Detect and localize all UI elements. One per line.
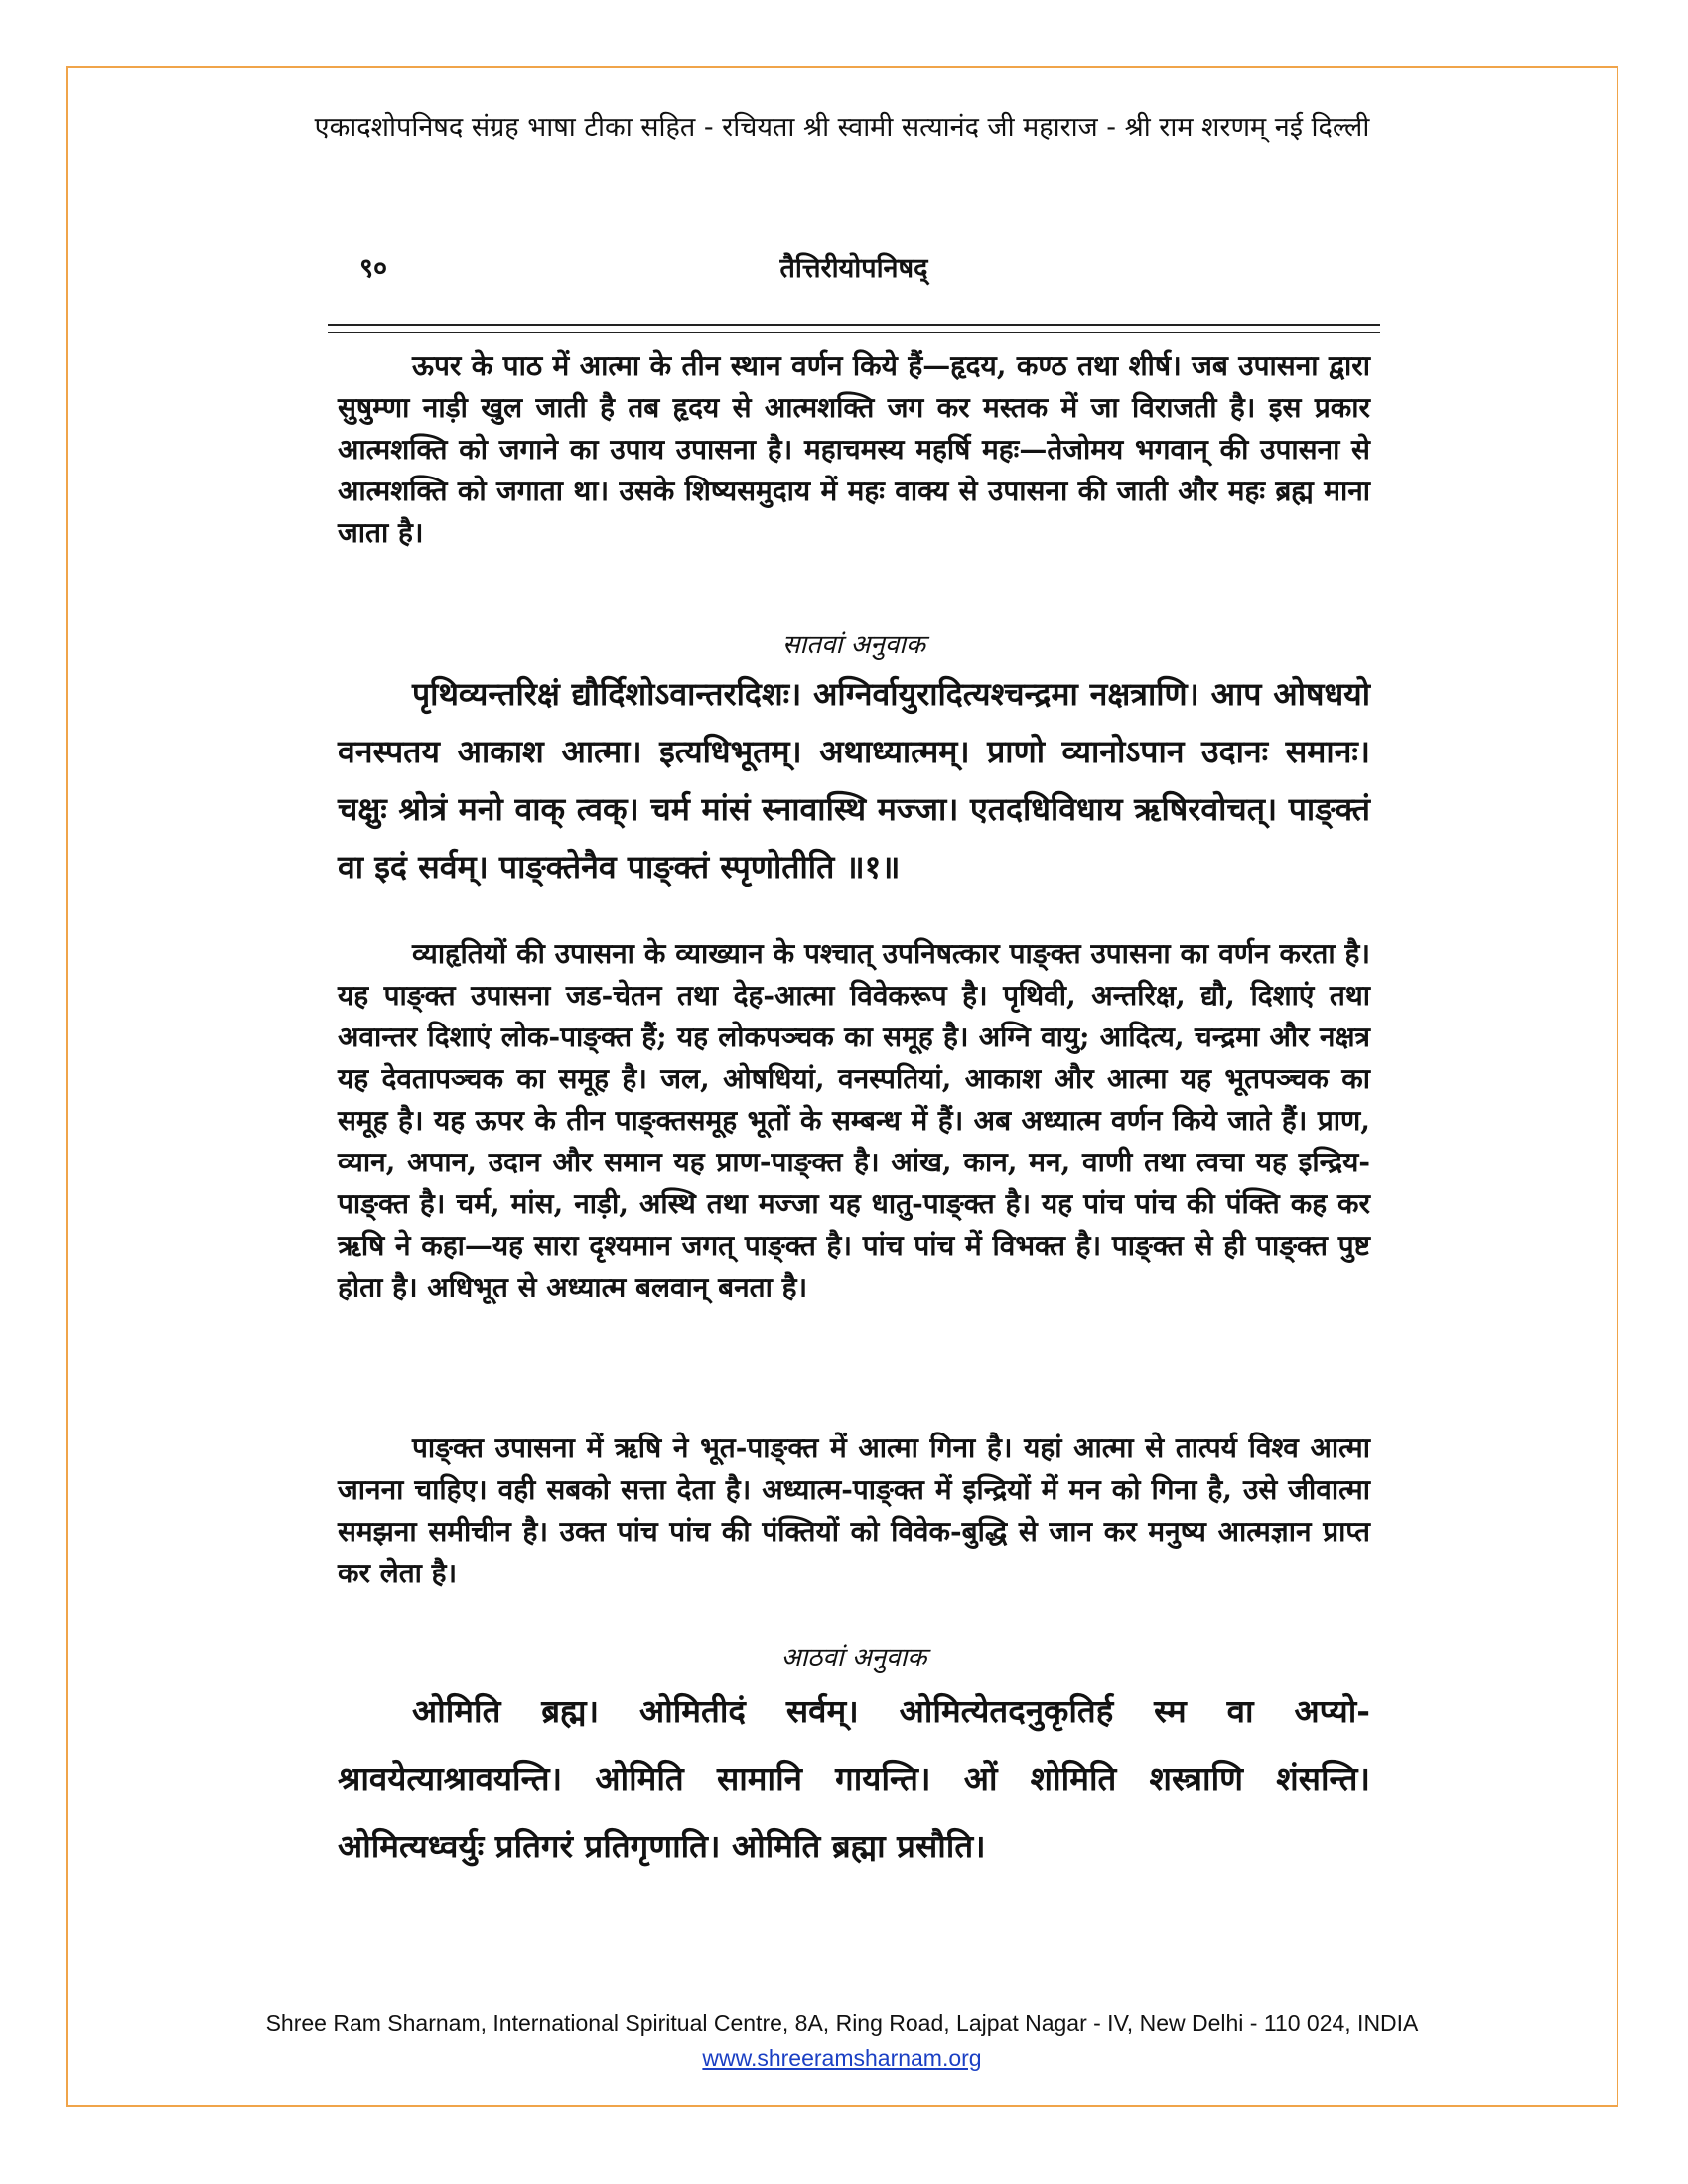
commentary-paragraph: व्याहृतियों की उपासना के व्याख्यान के पश्चात् उपनिषत्कार पाङ्क्त उपासना का वर्णन करता है। यह पाङ्क्त उपासना जड-चेतन तथा देह-आत्मा विवेकरूप है। पृथिवी, अन्तरिक्ष, द्यौ, दिशाएं तथा अवान्तर दिशाएं लोक-पाङ्क्त हैं; यह लोकपञ्चक का समूह है। अग्नि वायु; आदित्य, चन्द्रमा और नक्षत्र यह देवतापञ्चक का समूह है। जल, ओषधियां, वनस्पतियां, आकाश और आत्मा यह भूतपञ्चक का समूह है। यह ऊपर के तीन पाङ्क्तसमूह भूतों के सम्बन्ध में हैं। अब अध्यात्म वर्णन किये जाते हैं। प्राण, व्यान, अपान, उदान और समान यह प्राण-पाङ्क्त है। आंख, कान, मन, वाणी तथा त्वचा यह इन्द्रिय-पाङ्क्त है। चर्म, मांस, नाड़ी, अस्थि तथा मज्जा यह धातु-पाङ्क्त है। यह पांच पांच की पंक्ति कह कर ऋषि ने कहा—यह सारा दृश्यमान जगत् पाङ्क्त है। पांच पांच में विभक्त है। पाङ्क्त से ही पाङ्क्त पुष्ट होता है। अधिभूत से अध्यात्म बलवान् बनता है। <box>338 937 1370 1303</box>
divider <box>328 332 1380 333</box>
divider <box>328 324 1380 326</box>
intro-paragraph: ऊपर के पाठ में आत्मा के तीन स्थान वर्णन किये हैं—हृदय, कण्ठ तथा शीर्ष। जब उपासना द्वारा सुषुम्णा नाड़ी खुल जाती है तब हृदय से आत्मशक्ति जग कर मस्तक में जा विराजती है। इस प्रकार आत्मशक्ति को जगाने का उपाय उपासना है। महाचमस्य महर्षि महः—तेजोमय भगवान् की उपासना से आत्मशक्ति को जगाता था। उसके शिष्यसमुदाय में महः वाक्य से उपासना की जाती और महः ब्रह्म माना जाता है। <box>338 349 1370 549</box>
page-number: ९० <box>359 253 388 284</box>
website-link[interactable]: www.shreeramsharnam.org <box>702 2045 982 2071</box>
page-header: एकादशोपनिषद संग्रह भाषा टीका सहित - रचियता श्री स्वामी सत्यानंद जी महाराज - श्री राम शरणम् नई दिल्ली <box>314 112 1370 143</box>
section-heading: सातवां अनुवाक <box>781 630 926 660</box>
commentary-paragraph: पाङ्क्त उपासना में ऋषि ने भूत-पाङ्क्त में आत्मा गिना है। यहां आत्मा से तात्पर्य विश्व आत्मा जानना चाहिए। वही सबको सत्ता देता है। अध्यात्म-पाङ्क्त में इन्द्रियों में मन को गिना है, उसे जीवात्मा समझना समीचीन है। उक्त पांच पांच की पंक्तियों को विवेक-बुद्धि से जान कर मनुष्य आत्मज्ञान प्राप्त कर लेता है। <box>338 1432 1370 1589</box>
footer-website <box>66 2045 1618 2072</box>
running-title: तैत्तिरीयोपनिषद् <box>779 253 928 284</box>
footer-address: Shree Ram Sharnam, International Spiritual Centre, 8A, Ring Road, Lajpat Nagar - IV, New Delhi - 110 024, INDIA <box>265 2010 1419 2036</box>
scanned-page <box>318 228 1390 1916</box>
running-head <box>318 248 1390 288</box>
sanskrit-verse: पृथिव्यन्तरिक्षं द्यौर्दिशोऽवान्तरदिशः। अग्निर्वायुरादित्यश्चन्द्रमा नक्षत्राणि। आप ओषधयो वनस्पतय आकाश आत्मा। इत्यधिभूतम्। अथाध्यात्मम्। प्राणो व्यानोऽपान उदानः समानः। चक्षुः श्रोत्रं मनो वाक् त्वक्। चर्म मांसं स्नावास्थि मज्जा। एतदधिविधाय ऋषिरवोचत्। पाङ्क्तं वा इदं सर्वम्। पाङ्क्तेनैव पाङ्क्तं स्पृणोतीति ॥१॥ <box>338 675 1370 886</box>
section-heading: आठवां अनुवाक <box>780 1643 927 1673</box>
sanskrit-verse: ओमिति ब्रह्म। ओमितीदं सर्वम्। ओमित्येतदनुकृतिर्ह स्म वा अप्यो-श्रावयेत्याश्रावयन्ति। ओमिति सामानि गायन्ति। ओं शोमिति शस्त्राणि शंसन्ति। ओमित्यध्वर्युः प्रतिगरं प्रतिगृणाति। ओमिति ब्रह्मा प्रसौति। <box>338 1692 1370 1865</box>
